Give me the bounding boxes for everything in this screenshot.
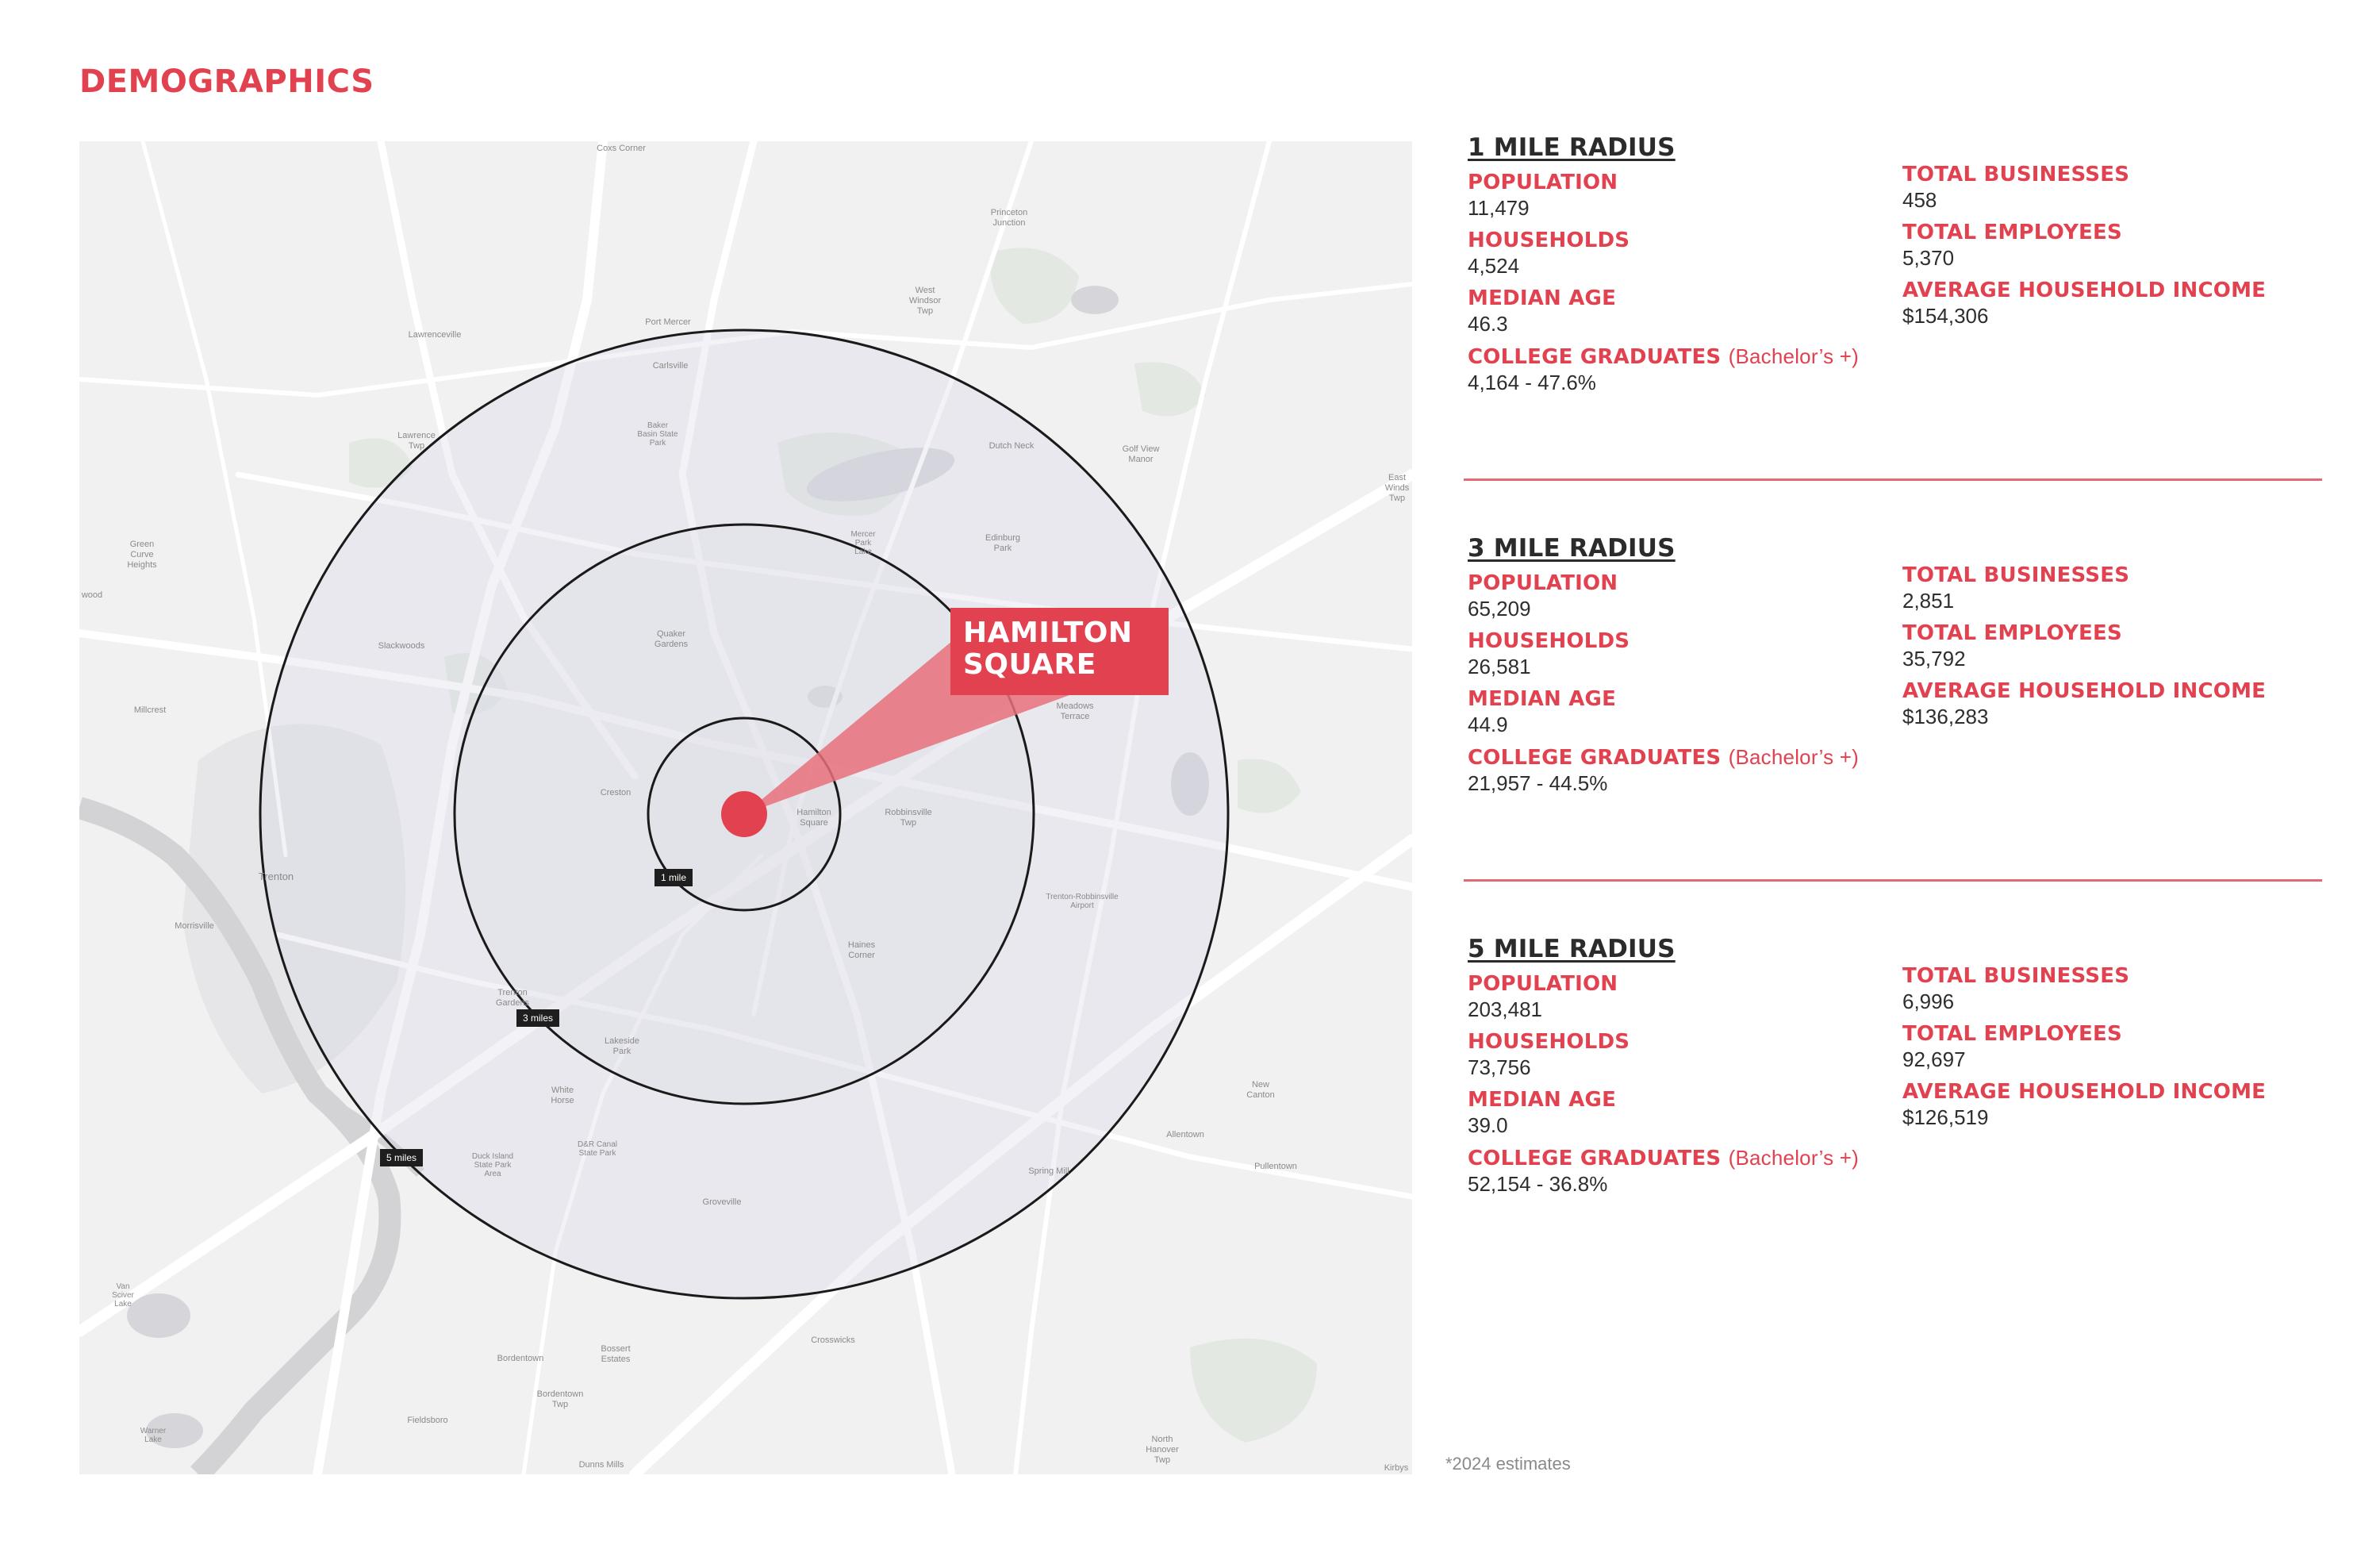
- households-label: HOUSEHOLDS: [1468, 1030, 1630, 1054]
- radius-map[interactable]: [79, 141, 1412, 1474]
- place-label: Warner Lake: [140, 1427, 167, 1444]
- college-graduates-label: [1468, 744, 1902, 770]
- population-label: POPULATION: [1468, 171, 1618, 194]
- college-graduates-value: 21,957 - 44.5%: [1468, 771, 1608, 795]
- place-label: Creston: [600, 788, 631, 797]
- avg-household-income-label: AVERAGE HOUSEHOLD INCOME: [1902, 679, 2267, 703]
- section-heading: 3 MILE RADIUS: [1468, 534, 1676, 563]
- place-label: White Horse: [551, 1086, 574, 1105]
- place-label: Trenton Gardens: [495, 988, 530, 1008]
- total-employees-value: 35,792: [1902, 647, 1966, 671]
- place-label: Trenton-Robbinsville Airport: [1046, 893, 1119, 910]
- map-canvas: [79, 141, 1412, 1474]
- population-value: 65,209: [1468, 597, 1531, 621]
- section-heading: 1 MILE RADIUS: [1468, 133, 1676, 162]
- location-callout: [950, 608, 1169, 695]
- page-title: DEMOGRAPHICS: [79, 63, 374, 100]
- households-value: 73,756: [1468, 1055, 1531, 1079]
- place-label: Bordentown Twp: [536, 1389, 584, 1409]
- college-label-text: COLLEGE GRADUATES: [1468, 345, 1722, 369]
- median-age-value: 46.3: [1468, 312, 1508, 336]
- place-label: Bossert Estates: [601, 1344, 631, 1364]
- college-label-suffix: (Bachelor’s +): [1728, 1146, 1860, 1170]
- population-value: 203,481: [1468, 997, 1542, 1021]
- place-label: Fieldsboro: [407, 1416, 448, 1425]
- place-label: Bordentown: [497, 1354, 544, 1363]
- radius-section-1-mile: [1468, 133, 2324, 402]
- section-divider: [1464, 478, 2322, 481]
- avg-household-income-label: AVERAGE HOUSEHOLD INCOME: [1902, 279, 2267, 302]
- college-graduates-value: 4,164 - 47.6%: [1468, 371, 1596, 394]
- avg-household-income-value: $126,519: [1902, 1105, 1989, 1129]
- median-age-value: 39.0: [1468, 1113, 1508, 1137]
- total-employees-label: TOTAL EMPLOYEES: [1902, 221, 2122, 244]
- place-label: Edinburg Park: [985, 533, 1021, 553]
- college-label-text: COLLEGE GRADUATES: [1468, 1147, 1722, 1170]
- place-label: Golf View Manor: [1122, 444, 1160, 464]
- place-label: Haines Corner: [847, 940, 876, 960]
- place-label: Coxs Corner: [597, 144, 646, 153]
- ring-tag-1-mile: 1 mile: [654, 869, 693, 886]
- footnote: *2024 estimates: [1445, 1454, 1571, 1474]
- radius-section-3-mile: [1468, 534, 2324, 803]
- place-label: Dunns Mills: [578, 1460, 624, 1470]
- households-label: HOUSEHOLDS: [1468, 629, 1630, 653]
- population-label: POPULATION: [1468, 972, 1618, 996]
- place-label: wood: [81, 590, 103, 600]
- total-employees-value: 92,697: [1902, 1047, 1966, 1071]
- place-label: Kirbys: [1384, 1463, 1409, 1473]
- place-label: Crosswicks: [811, 1335, 855, 1345]
- place-label: Quaker Gardens: [654, 629, 689, 649]
- radius-section-5-mile: [1468, 935, 2324, 1204]
- place-label: Pullentown: [1254, 1162, 1297, 1171]
- college-graduates-label: [1468, 1145, 1902, 1171]
- avg-household-income-value: $154,306: [1902, 304, 1989, 328]
- total-employees-label: TOTAL EMPLOYEES: [1902, 1022, 2122, 1046]
- place-label: Duck Island State Park Area: [471, 1152, 514, 1178]
- place-label: Mercer Park Lake: [850, 530, 876, 556]
- callout-line-2: SQUARE: [963, 648, 1096, 681]
- total-businesses-label: TOTAL BUSINESSES: [1902, 163, 2130, 186]
- place-label: Princeton Junction: [990, 208, 1028, 228]
- place-label: Lakeside Park: [604, 1036, 640, 1056]
- total-businesses-label: TOTAL BUSINESSES: [1902, 964, 2130, 988]
- location-pin[interactable]: [721, 791, 767, 837]
- households-value: 4,524: [1468, 254, 1520, 278]
- total-businesses-label: TOTAL BUSINESSES: [1902, 563, 2130, 587]
- place-label: Meadows Terrace: [1056, 701, 1094, 721]
- total-employees-label: TOTAL EMPLOYEES: [1902, 621, 2122, 645]
- place-label: Dutch Neck: [988, 441, 1035, 451]
- ring-tag-5-miles: 5 miles: [380, 1149, 423, 1166]
- total-employees-value: 5,370: [1902, 246, 1955, 270]
- section-heading: 5 MILE RADIUS: [1468, 935, 1676, 963]
- population-label: POPULATION: [1468, 571, 1618, 595]
- place-label: Port Mercer: [645, 317, 691, 327]
- place-label: Groveville: [702, 1197, 742, 1207]
- place-label: Carlsville: [652, 361, 689, 371]
- college-graduates-value: 52,154 - 36.8%: [1468, 1172, 1608, 1196]
- place-label: East Winds Twp: [1384, 473, 1410, 503]
- college-graduates-label: [1468, 344, 1902, 370]
- place-label: North Hanover Twp: [1146, 1435, 1179, 1465]
- avg-household-income-label: AVERAGE HOUSEHOLD INCOME: [1902, 1080, 2267, 1104]
- population-value: 11,479: [1468, 196, 1530, 220]
- total-businesses-value: 458: [1902, 188, 1937, 212]
- total-businesses-value: 2,851: [1902, 589, 1955, 613]
- place-label: Hamilton Square: [797, 808, 831, 828]
- college-label-text: COLLEGE GRADUATES: [1468, 746, 1722, 770]
- median-age-label: MEDIAN AGE: [1468, 687, 1617, 711]
- total-businesses-value: 6,996: [1902, 990, 1955, 1013]
- place-label: Spring Mill: [1028, 1166, 1069, 1176]
- place-label: Trenton: [258, 870, 294, 882]
- place-label: Lawrence Twp: [397, 431, 436, 451]
- place-label: Robbinsville Twp: [885, 808, 932, 828]
- ring-tag-3-miles: 3 miles: [516, 1009, 559, 1027]
- place-label: Green Curve Heights: [127, 540, 157, 570]
- median-age-label: MEDIAN AGE: [1468, 286, 1617, 310]
- college-label-suffix: (Bachelor’s +): [1728, 745, 1860, 769]
- place-label: Baker Basin State Park: [637, 421, 678, 448]
- college-label-suffix: (Bachelor’s +): [1728, 344, 1860, 368]
- households-label: HOUSEHOLDS: [1468, 229, 1630, 252]
- place-label: D&R Canal State Park: [577, 1140, 618, 1158]
- place-label: Morrisville: [175, 921, 214, 931]
- place-label: Millcrest: [133, 705, 167, 715]
- callout-line-1: HAMILTON: [963, 617, 1133, 649]
- median-age-label: MEDIAN AGE: [1468, 1088, 1617, 1112]
- place-label: New Canton: [1246, 1080, 1275, 1100]
- households-value: 26,581: [1468, 655, 1531, 678]
- place-label: Lawrenceville: [408, 330, 462, 340]
- place-label: Van Sciver Lake: [112, 1282, 134, 1309]
- avg-household-income-value: $136,283: [1902, 705, 1989, 728]
- section-divider: [1464, 879, 2322, 882]
- place-label: West Windsor Twp: [908, 286, 942, 316]
- place-label: Allentown: [1166, 1130, 1204, 1139]
- median-age-value: 44.9: [1468, 713, 1508, 736]
- place-label: Slackwoods: [378, 641, 425, 651]
